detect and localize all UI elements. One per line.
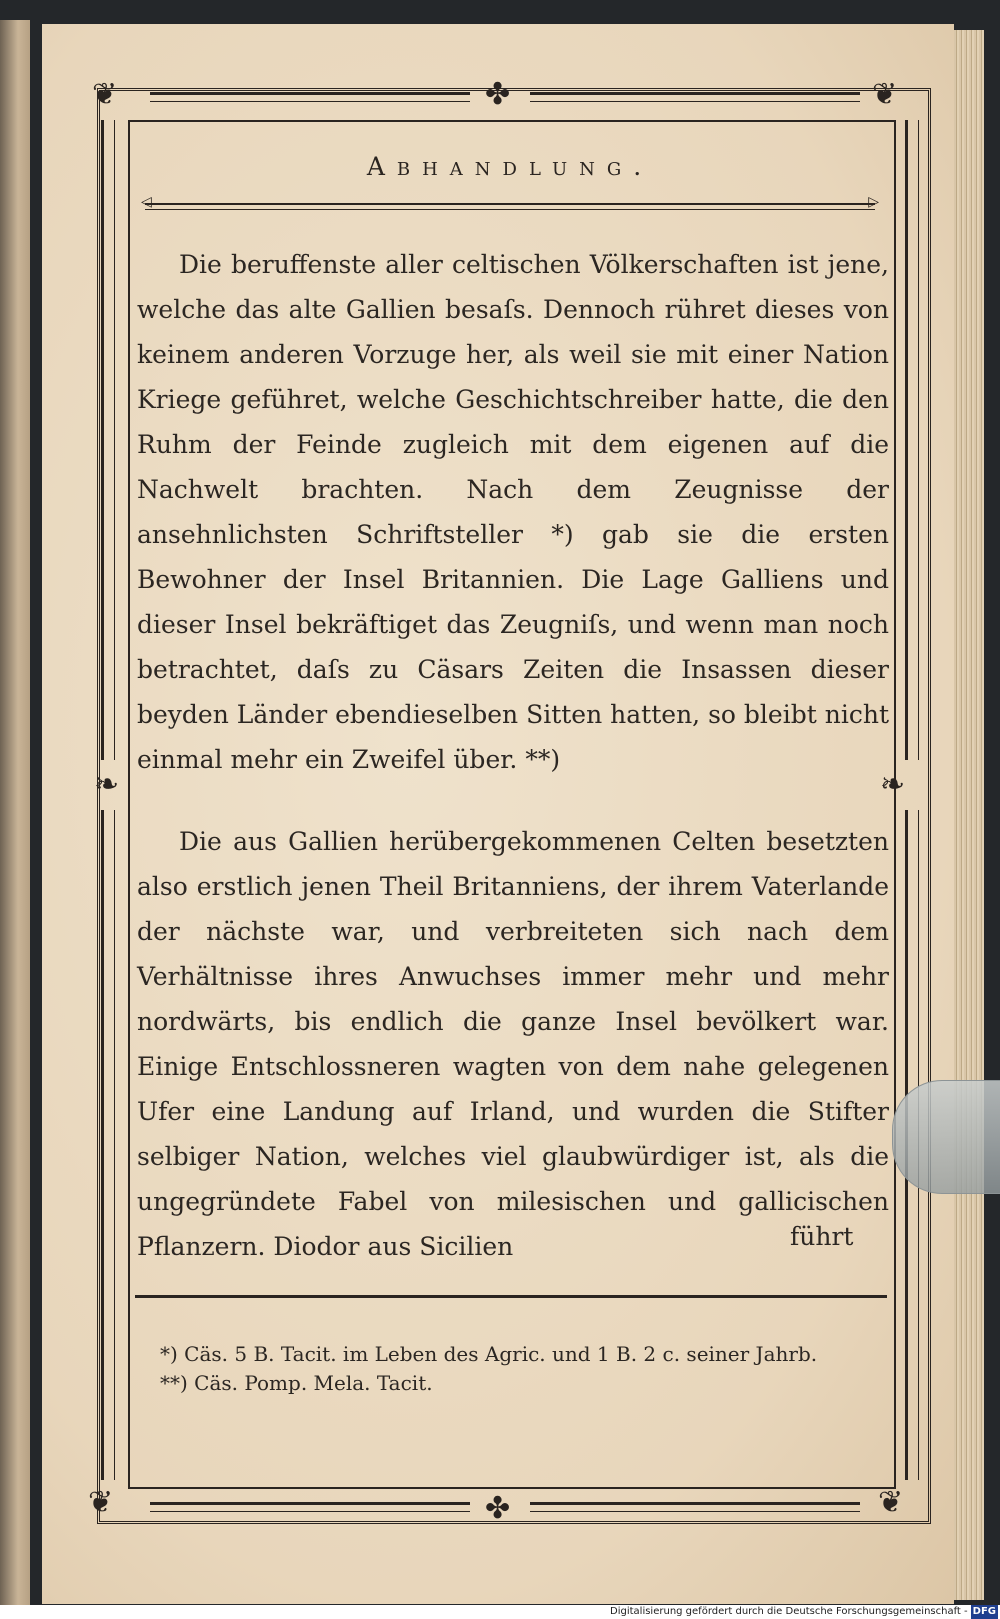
frame-vine — [101, 120, 115, 760]
digitization-credit — [0, 1605, 1000, 1619]
footnote: *) Cäs. 5 B. Tacit. im Leben des Agric. und 1 B. 2 c. seiner Jahrb. — [160, 1342, 818, 1366]
body-text-block — [137, 242, 889, 782]
dfg-logo: DFG — [972, 1606, 996, 1617]
page-clip — [892, 1080, 1000, 1194]
corner-ornament-icon: ❦ — [878, 1485, 904, 1520]
paragraph: Die aus Gallien herübergekommenen Celten besetzten also erstlich jenen Theil Britanniens, der ihrem Vaterlande der nächste war, und verbreiteten sich nach dem Verhältnisse ihres Anwuchses immer mehr und mehr nordwärts, bis endlich die ganze Insel bevölkert war. Einige Entschlossneren wagten von dem nahe gelegenen Ufer eine Landung auf Irland, und wurden die Stifter selbiger Nation, welches viel glaubwürdiger ist, als die ungegründete Fabel von milesischen und gallicischen Pflanzern. Diodor aus Sicilien — [137, 827, 889, 1261]
running-header: Abhandlung. — [366, 152, 654, 181]
catchword: führt — [790, 1222, 854, 1251]
body-text-block — [137, 819, 889, 1269]
side-ornament-icon: ❧ — [94, 767, 120, 802]
frame-vine — [150, 92, 470, 102]
frame-vine — [530, 92, 860, 102]
footnotes — [160, 1340, 888, 1398]
side-ornament-icon: ❧ — [880, 767, 906, 802]
corner-ornament-icon: ❦ — [872, 77, 898, 112]
corner-ornament-icon: ❦ — [88, 1485, 114, 1520]
frame-vine — [150, 1502, 470, 1512]
center-ornament-icon: ✤ — [485, 1491, 511, 1526]
frame-vine — [905, 120, 919, 760]
credit-text: Digitalisierung gefördert durch die Deutsche Forschungsgemeinschaft - — [610, 1606, 968, 1617]
center-ornament-icon: ✤ — [485, 77, 511, 112]
adjacent-page-edge — [0, 20, 30, 1605]
corner-ornament-icon: ❦ — [92, 77, 118, 112]
page-stack-edge — [954, 30, 984, 1600]
footnote: **) Cäs. Pomp. Mela. Tacit. — [160, 1371, 433, 1395]
frame-vine — [101, 810, 115, 1480]
header-rule — [145, 203, 875, 210]
frame-vine — [530, 1502, 860, 1512]
paragraph: Die beruffenste aller celtischen Völkerschaften ist jene, welche das alte Gallien besaſs. Dennoch rühret dieses von keinem anderen Vorzuge her, als weil sie mit einer Nation Kriege geführet, welche Geschichtschreiber hatte, die den Ruhm der Feinde zugleich mit dem eigenen auf die Nachwelt brachten. Nach dem Zeugnisse der ansehnlichsten Schriftsteller *) gab sie die ersten Bewohner der Insel Britannien. Die Lage Galliens und dieser Insel bekräftiget das Zeugniſs, und wenn man noch betrachtet, daſs zu Cäsars Zeiten die Insassen dieser beyden Länder ebendieselben Sitten hatten, so bleibt nicht einmal mehr ein Zweifel über. **) — [137, 250, 889, 774]
footnote-rule — [135, 1295, 887, 1298]
